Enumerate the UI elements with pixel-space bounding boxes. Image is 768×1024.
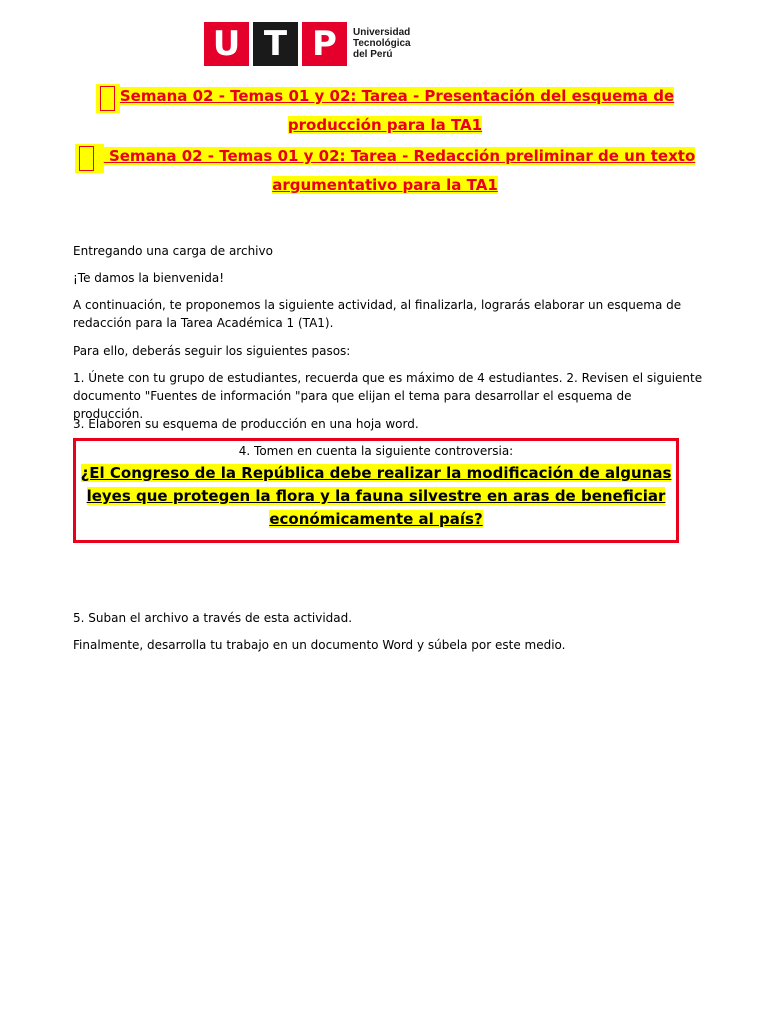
paragraph-welcome: ¡Te damos la bienvenida! <box>73 271 225 285</box>
utp-logo <box>204 22 436 76</box>
missing-glyph-icon <box>79 146 94 171</box>
missing-glyph-icon <box>100 86 115 111</box>
logo-university-name <box>353 27 411 60</box>
controversy-box <box>73 438 679 543</box>
paragraph-step-5: 5. Suban el archivo a través de esta actividad. <box>73 611 353 625</box>
paragraph-steps-intro: Para ello, deberás seguir los siguientes pasos: <box>73 344 351 358</box>
heading-1-glyph-wrap <box>96 84 120 113</box>
paragraph-activity: A continuación, te proponemos la siguiente actividad, al finalizarla, lograrás elaborar un esquema de redacción para la Tarea Académica 1 (TA1). <box>73 298 682 330</box>
controversy-question-wrap <box>80 462 672 531</box>
logo-letter-u: U <box>204 22 249 66</box>
task-heading-1 <box>70 84 700 138</box>
logo-name-line-2: Tecnológica <box>353 38 411 49</box>
logo-letter-t: T <box>253 22 298 66</box>
paragraph-step-1-2: 1. Únete con tu grupo de estudiantes, recuerda que es máximo de 4 estudiantes. 2. Revisen el siguiente documento "Fuentes de información "para que elijan el tema para desarrollar el esquema de producción. <box>73 371 703 421</box>
task-heading-2 <box>70 144 700 198</box>
logo-name-line-1: Universidad <box>353 27 411 38</box>
paragraph-intro: Entregando una carga de archivo <box>73 244 273 258</box>
logo-letter-p: P <box>302 22 347 66</box>
heading-2-glyph-wrap <box>75 144 104 173</box>
heading-2-text: Semana 02 - Temas 01 y 02: Tarea - Redacción preliminar de un texto argumentativo para la TA1 <box>103 147 696 194</box>
controversy-question: ¿El Congreso de la República debe realizar la modificación de algunas leyes que protegen la flora y la fauna silvestre en aras de beneficiar económicamente al país? <box>80 464 672 528</box>
controversy-label: 4. Tomen en cuenta la siguiente controversia: <box>238 444 514 458</box>
paragraph-final: Finalmente, desarrolla tu trabajo en un documento Word y súbela por este medio. <box>73 638 566 652</box>
heading-1-text: Semana 02 - Temas 01 y 02: Tarea - Presentación del esquema de producción para la TA1 <box>119 87 675 134</box>
logo-name-line-3: del Perú <box>353 49 393 60</box>
paragraph-step-3: 3. Elaboren su esquema de producción en una hoja word. <box>73 417 419 431</box>
